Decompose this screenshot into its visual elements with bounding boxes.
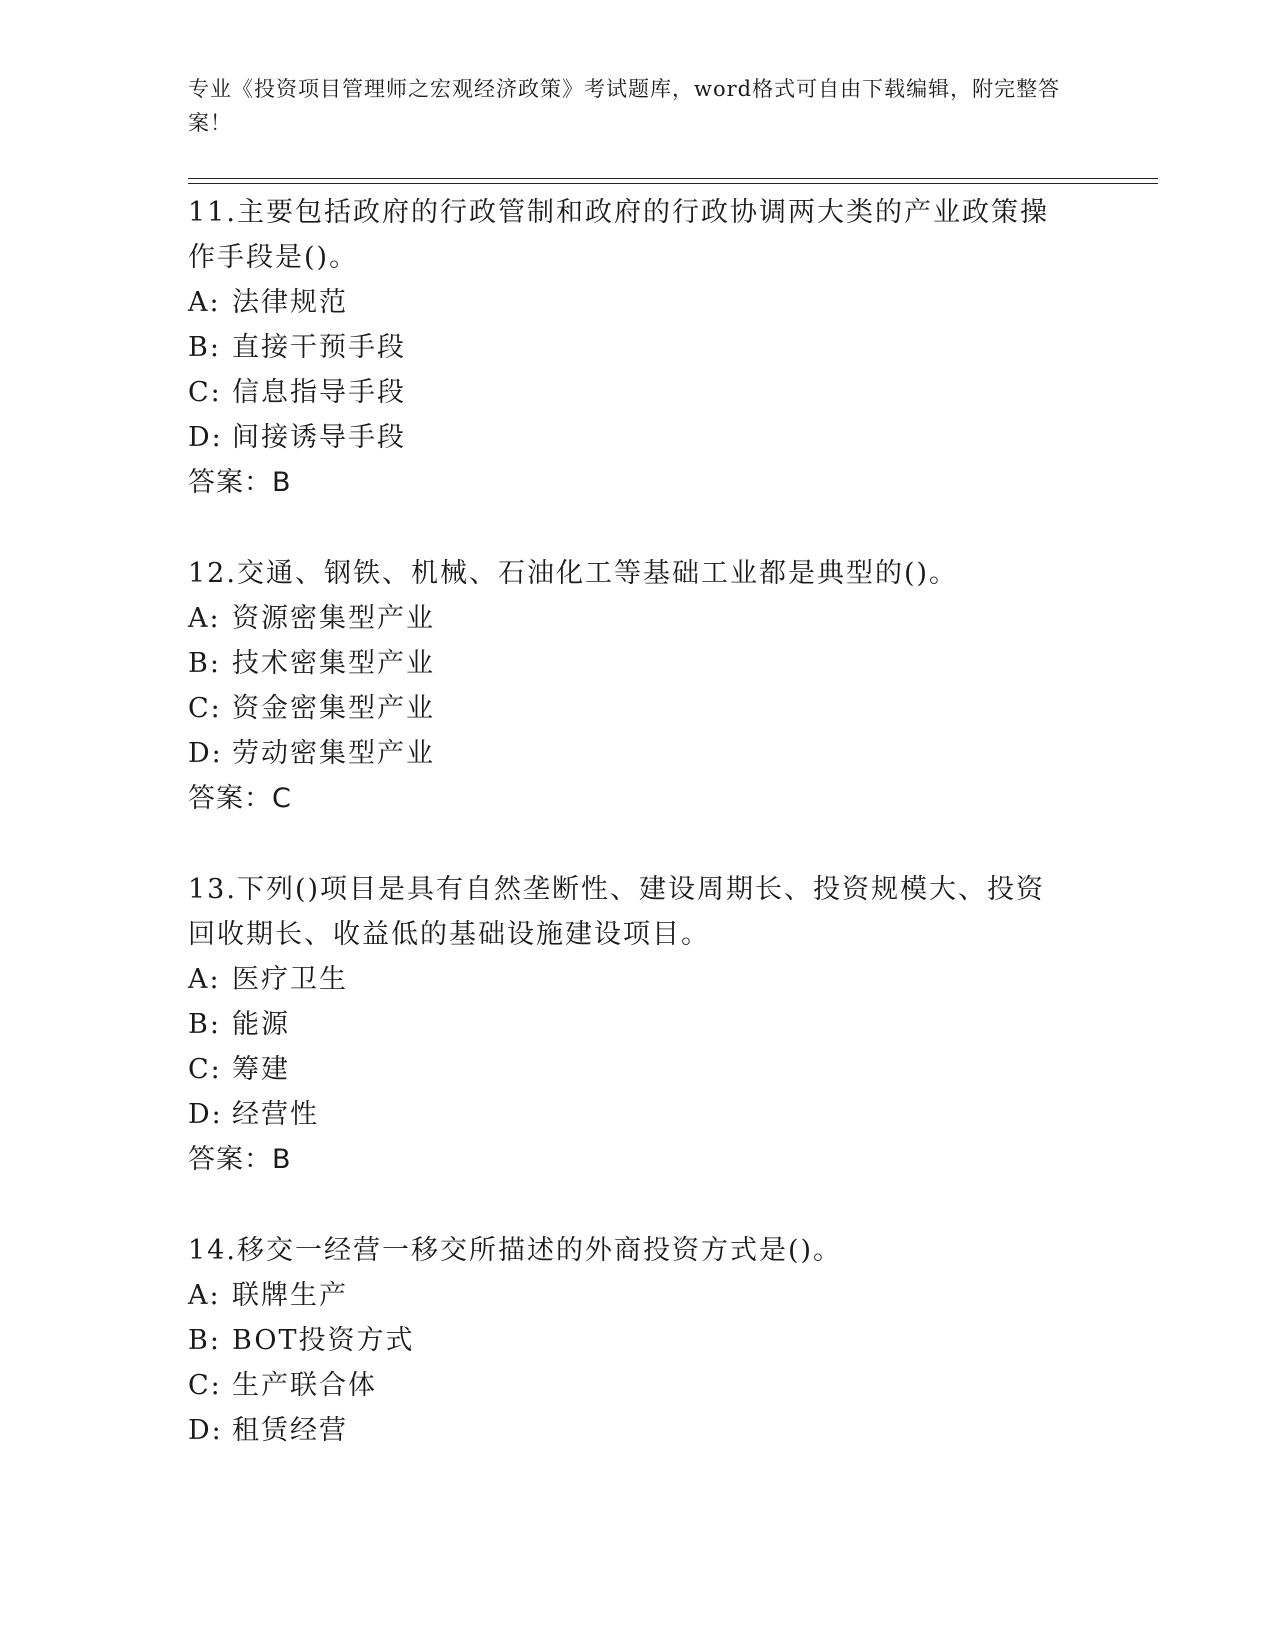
option-text: 信息指导手段 [232,377,406,408]
option-key: B: [188,1325,221,1356]
question-12 [188,551,1158,821]
question-14 [188,1228,1158,1453]
answer-line: 答案：B [188,467,292,498]
option-key: D: [188,422,223,453]
option-a [188,957,1158,1002]
option-key: B: [188,332,221,363]
option-text: 资源密集型产业 [232,603,435,634]
option-key: B: [188,1009,221,1040]
option-text: 生产联合体 [232,1370,377,1401]
option-key: A: [188,603,221,634]
option-b [188,1002,1158,1047]
option-key: A: [188,964,221,995]
question-11 [188,190,1158,505]
option-text: 能源 [232,1009,290,1040]
question-stem: 14.移交一经营一移交所描述的外商投资方式是()。 [188,1235,843,1266]
option-text: 租赁经营 [232,1415,348,1446]
option-text: 法律规范 [232,287,348,318]
option-b [188,325,1158,370]
option-key: B: [188,648,221,679]
option-d [188,731,1158,776]
option-key: C: [188,377,222,408]
question-13 [188,867,1158,1182]
option-text: 筹建 [232,1054,290,1085]
option-key: D: [188,1415,223,1446]
option-d [188,415,1158,460]
question-stem: 11.主要包括政府的行政管制和政府的行政协调两大类的产业政策操作手段是()。 [188,197,1049,273]
option-text: 直接干预手段 [232,332,406,363]
option-text: 间接诱导手段 [232,422,406,453]
option-c [188,370,1158,415]
option-text: 技术密集型产业 [232,648,435,679]
option-c [188,1047,1158,1092]
option-text: 劳动密集型产业 [232,738,435,769]
option-key: C: [188,693,222,724]
option-text: 经营性 [232,1099,319,1130]
question-stem: 13.下列()项目是具有自然垄断性、建设周期长、投资规模大、投资回收期长、收益低的基础设施建设项目。 [188,874,1046,950]
option-text: 医疗卫生 [232,964,348,995]
option-key: C: [188,1370,222,1401]
option-c [188,686,1158,731]
option-c [188,1363,1158,1408]
option-a [188,280,1158,325]
option-text: 联牌生产 [232,1280,348,1311]
question-stem: 12.交通、钢铁、机械、石油化工等基础工业都是典型的()。 [188,558,959,589]
option-key: A: [188,1280,221,1311]
document-page [188,72,1158,1499]
answer-line: 答案：C [188,783,292,814]
option-b [188,641,1158,686]
answer-line: 答案：B [188,1144,292,1175]
option-d [188,1092,1158,1137]
option-a [188,1273,1158,1318]
option-d [188,1408,1158,1453]
header-note: 专业《投资项目管理师之宏观经济政策》考试题库，word格式可自由下载编辑，附完整答案！ [188,77,1061,135]
option-text: 资金密集型产业 [232,693,435,724]
option-key: D: [188,738,223,769]
option-text: BOT投资方式 [232,1325,415,1356]
header-divider [188,178,1158,184]
option-key: D: [188,1099,223,1130]
option-b [188,1318,1158,1363]
option-key: C: [188,1054,222,1085]
question-list [188,190,1158,1453]
option-key: A: [188,287,221,318]
option-a [188,596,1158,641]
